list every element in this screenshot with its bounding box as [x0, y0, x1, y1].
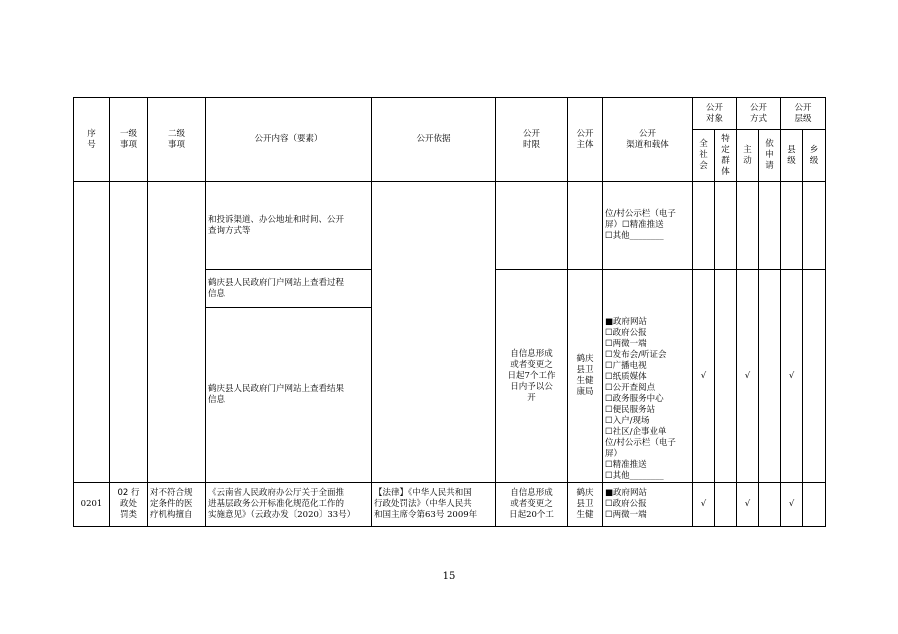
cell-content: 鹤庆县人民政府门户网站上查看过程 信息: [206, 270, 372, 308]
cell-channel: 位/村公示栏（电子 屏）☐精准推送 ☐其他________: [603, 182, 693, 270]
header-level-town: 乡 级: [803, 130, 826, 182]
cell-method-request: [759, 483, 781, 527]
check-target-all: √: [693, 483, 715, 527]
cell-method-request: [759, 270, 781, 483]
header-method-request: 依 申 请: [759, 130, 781, 182]
cell-level-town: [803, 182, 826, 270]
cell-method-active: [737, 182, 759, 270]
header-content: 公开内容（要素）: [206, 98, 372, 182]
header-level-group: 公开 层级: [781, 98, 826, 130]
cell-level-county: [781, 182, 803, 270]
header-target-group: 公开 对象: [693, 98, 737, 130]
cell-target-specific: [715, 270, 737, 483]
cell-time-limit: 自信息形成 或者变更之 日起7个工作 日内予以公 开: [496, 270, 568, 483]
cell-level-town: [803, 483, 826, 527]
header-method-active: 主 动: [737, 130, 759, 182]
check-method-active: √: [737, 483, 759, 527]
cell-target-specific: [715, 182, 737, 270]
cell-channel: ■政府网站 ☐政府公报 ☐两微一端: [603, 483, 693, 527]
cell-content: 和投诉渠道、办公地址和时间、公开 查询方式等: [206, 182, 372, 270]
table-row: [74, 182, 826, 270]
check-target-all: √: [693, 270, 715, 483]
header-subject: 公开 主体: [568, 98, 603, 182]
cell-content: 《云南省人民政府办公厅关于全面推 进基层政务公开标准化规范化工作的 实施意见》（云政办发〔2020〕33号）: [206, 483, 372, 527]
header-level-county: 县 级: [781, 130, 803, 182]
cell-subject: 鹤庆 县卫 生健: [568, 483, 603, 527]
cell-target-specific: [715, 483, 737, 527]
header-target-all: 全 社 会: [693, 130, 715, 182]
header-time-limit: 公开 时限: [496, 98, 568, 182]
disclosure-table: [73, 97, 826, 527]
cell-basis: [372, 182, 496, 483]
cell-subject: 鹤庆 县卫 生健 康局: [568, 270, 603, 483]
cell-time-limit: 自信息形成 或者变更之 日起20个工: [496, 483, 568, 527]
cell-target-all: [693, 182, 715, 270]
header-channel: 公开 渠道和载体: [603, 98, 693, 182]
cell-time-limit: [496, 182, 568, 270]
cell-level1: [110, 182, 148, 483]
header-seq: 序 号: [74, 98, 110, 182]
header-level1: 一级 事项: [110, 98, 148, 182]
cell-channel: ■政府网站 ☐政府公报 ☐两微一端 ☐发布会/听证会 ☐广播电视 ☐纸质媒体 ☐公开查阅点 ☐政务服务中心 ☐便民服务站 ☐入户/现场 ☐社区/企事业单 位/村公示栏（电子 屏） ☐精准推送 ☐其他________: [603, 270, 693, 483]
table-row: [74, 483, 826, 527]
check-method-active: √: [737, 270, 759, 483]
cell-level1: 02 行 政处 罚类: [110, 483, 148, 527]
cell-level2: 对不符合规 定条件的医 疗机构擅自: [148, 483, 206, 527]
check-level-county: √: [781, 483, 803, 527]
cell-seq: 0201: [74, 483, 110, 527]
header-basis: 公开依据: [372, 98, 496, 182]
cell-content: 鹤庆县人民政府门户网站上查看结果 信息: [206, 308, 372, 483]
page-number: 15: [442, 571, 456, 582]
cell-level2: [148, 182, 206, 483]
header-target-specific: 特 定 群 体: [715, 130, 737, 182]
cell-subject: [568, 182, 603, 270]
header-level2: 二级 事项: [148, 98, 206, 182]
check-level-county: √: [781, 270, 803, 483]
cell-basis: 【法律】《中华人民共和国 行政处罚法》（中华人民共 和国主席令第63号 2009年: [372, 483, 496, 527]
header-method-group: 公开 方式: [737, 98, 781, 130]
cell-seq: [74, 182, 110, 483]
cell-level-town: [803, 270, 826, 483]
cell-method-request: [759, 182, 781, 270]
